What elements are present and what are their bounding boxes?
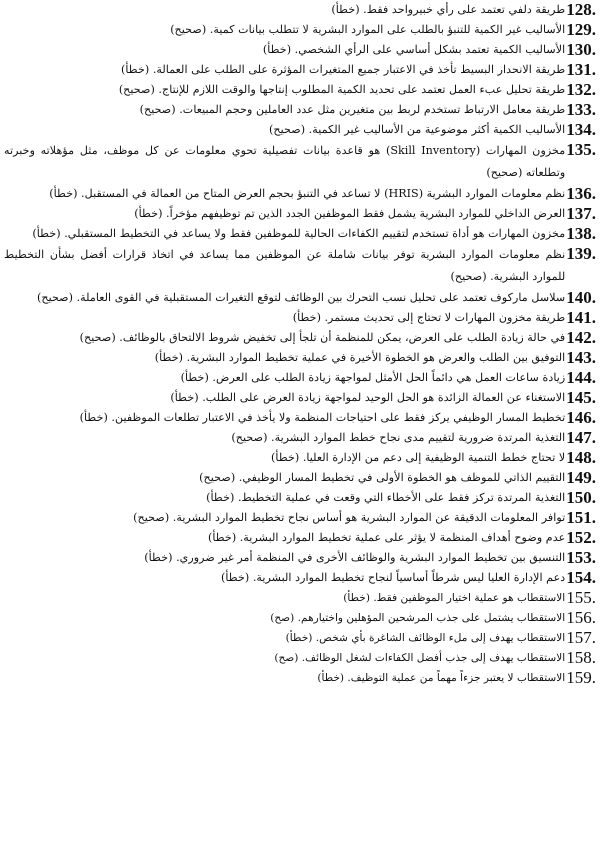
statement-text: في حالة زيادة الطلب على العرض، يمكن للمنظمة أن تلجأ إلى تخفيض شروط الالتحاق بالوظائف. (صحيح): [79, 331, 566, 344]
statement-item: [4, 468, 596, 488]
statement-number: 141.: [566, 308, 596, 327]
statement-text: العرض الداخلي للموارد البشرية يشمل فقط الموظفين الجدد الذين تم توظيفهم مؤخراً. (خطأ): [134, 207, 566, 220]
statement-number: 133.: [566, 100, 596, 119]
statement-text: نظم معلومات الموارد البشرية توفر بيانات شاملة عن الموظفين مما يساعد في اتخاذ قرارات أفضل بشأن التخطيط للموارد البشرية. (صحيح): [4, 248, 566, 283]
statement-number: 154.: [566, 568, 596, 587]
statement-item: [4, 528, 596, 548]
statement-text: الاستغناء عن العمالة الزائدة هو الحل الوحيد لمواجهة زيادة العرض على الطلب. (خطأ): [170, 391, 566, 404]
statement-text: الاستقطاب يهدف إلى جذب أفضل الكفاءات لشغل الوظائف. (صح): [274, 652, 566, 664]
statement-text: طريقة دلفي تعتمد على رأي خبيرواحد فقط. (خطأ): [331, 3, 566, 16]
statement-number: 131.: [566, 60, 596, 79]
statement-item: [4, 288, 596, 308]
statement-item: [4, 328, 596, 348]
statement-number: 148.: [566, 448, 596, 467]
statement-text: مخزون المهارات (Skill Inventory) هو قاعدة بيانات تفصيلية تحوي معلومات عن كل موظف، مثل مؤهلاته وخبرته وتطلعاته (صحيح): [4, 144, 566, 179]
statement-text: الاستقطاب يشتمل على جذب المرشحين المؤهلين واختيارهم. (صح): [270, 612, 566, 624]
statement-number: 142.: [566, 328, 596, 347]
statement-item: [4, 628, 596, 648]
statement-item: [4, 388, 596, 408]
statement-number: 150.: [566, 488, 596, 507]
statement-number: 143.: [566, 348, 596, 367]
statement-item: [4, 588, 596, 608]
statement-number: 137.: [566, 204, 596, 223]
statement-number: 146.: [566, 408, 596, 427]
statement-text: التوفيق بين الطلب والعرض هو الخطوة الأخيرة في عملية تخطيط الموارد البشرية. (خطأ): [154, 351, 566, 364]
statement-number: 157.: [566, 628, 596, 647]
statement-text: مخزون المهارات هو أداة تستخدم لتقييم الكفاءات الحالية للموظفين فقط ولا يساعد في التخطيط المستقبلي. (خطأ): [32, 227, 566, 240]
statement-number: 147.: [566, 428, 596, 447]
statement-item: [4, 100, 596, 120]
statement-text: سلاسل ماركوف تعتمد على تحليل نسب التحرك بين الوظائف لتوقع التغيرات المستقبلية في القوى العاملة. (صحيح): [36, 291, 566, 304]
statement-text: الاستقطاب هو عملية اختيار الموظفين فقط. (خطأ): [343, 592, 566, 604]
statement-item: [4, 40, 596, 60]
statement-number: 132.: [566, 80, 596, 99]
statement-item: [4, 204, 596, 224]
statement-text: عدم وضوح أهداف المنظمة لا يؤثر على عملية تخطيط الموارد البشرية. (خطأ): [207, 531, 566, 544]
statement-item: [4, 80, 596, 100]
statement-number: 138.: [566, 224, 596, 243]
statement-text: توافر المعلومات الدقيقة عن الموارد البشرية هو أساس نجاح تخطيط الموارد البشرية. (صحيح): [133, 511, 566, 524]
statement-item: [4, 368, 596, 388]
statement-item: [4, 120, 596, 140]
statement-text: طريقة تحليل عبء العمل تعتمد على تحديد الكمية المطلوب إنتاجها والوقت اللازم للإنتاج. (صحيح): [118, 83, 566, 96]
statement-text: طريقة معامل الارتباط تستخدم لربط بين متغيرين مثل عدد العاملين وحجم المبيعات. (صحيح): [139, 103, 566, 116]
statement-number: 152.: [566, 528, 596, 547]
statement-text: دعم الإدارة العليا ليس شرطاً أساسياً لنجاح تخطيط الموارد البشرية. (خطأ): [221, 571, 566, 584]
statement-text: لا تحتاج خطط التنمية الوظيفية إلى دعم من الإدارة العليا. (خطأ): [271, 451, 566, 464]
statement-number: 159.: [566, 668, 596, 687]
statement-number: 153.: [566, 548, 596, 567]
statement-number: 156.: [566, 608, 596, 627]
statement-item: [4, 648, 596, 668]
statement-number: 144.: [566, 368, 596, 387]
statement-item: [4, 488, 596, 508]
statement-number: 128.: [566, 0, 596, 19]
statement-number: 158.: [566, 648, 596, 667]
statement-text: الأساليب الكمية تعتمد بشكل أساسي على الرأي الشخصي. (خطأ): [262, 43, 566, 56]
statement-item: [4, 224, 596, 244]
statement-text: طريقة مخزون المهارات لا تحتاج إلى تحديث مستمر. (خطأ): [292, 311, 566, 324]
statement-text: التنسيق بين تخطيط الموارد البشرية والوظائف الأخرى في المنظمة أمر غير ضروري. (خطأ): [144, 551, 566, 564]
statement-text: الأساليب غير الكمية للتنبؤ بالطلب على الموارد البشرية لا تتطلب بيانات كمية. (صحيح): [170, 23, 566, 36]
statement-text: التقييم الذاتي للموظف هو الخطوة الأولى في تخطيط المسار الوظيفي. (صحيح): [199, 471, 566, 484]
statement-number: 140.: [566, 288, 596, 307]
statement-text: نظم معلومات الموارد البشرية (HRIS) لا تساعد في التنبؤ بحجم العرض المتاح من العمالة في المستقبل. (خطأ): [49, 187, 566, 200]
statement-text: طريقة الانحدار البسيط تأخذ في الاعتبار جميع المتغيرات المؤثرة على الطلب على العمالة. (خطأ): [121, 63, 566, 76]
statement-number: 155.: [566, 588, 596, 607]
statement-item: [4, 448, 596, 468]
statement-text: زيادة ساعات العمل هي دائماً الحل الأمثل لمواجهة زيادة الطلب على العرض. (خطأ): [180, 371, 566, 384]
statement-number: 135.: [566, 140, 596, 159]
statement-number: 134.: [566, 120, 596, 139]
statement-item: [4, 548, 596, 568]
statement-number: 130.: [566, 40, 596, 59]
statement-text: الأساليب الكمية أكثر موضوعية من الأساليب غير الكمية. (صحيح): [269, 123, 566, 136]
statement-text: الاستقطاب لا يعتبر جزءاً مهماً من عملية التوظيف. (خطأ): [317, 672, 566, 684]
statement-item: [4, 308, 596, 328]
statement-text: تخطيط المسار الوظيفي يركز فقط على احتياجات المنظمة ولا يأخذ في الاعتبار تطلعات الموظفين. (خطأ): [79, 411, 566, 424]
statement-item: [4, 568, 596, 588]
statement-text: التغذية المرتدة ضرورية لتقييم مدى نجاح خطط الموارد البشرية. (صحيح): [231, 431, 566, 444]
statement-item: [4, 0, 596, 20]
statement-item: [4, 668, 596, 688]
statement-number: 136.: [566, 184, 596, 203]
statement-item: [4, 140, 596, 184]
statement-text: التغذية المرتدة تركز فقط على الأخطاء التي وقعت في عملية التخطيط. (خطأ): [206, 491, 566, 504]
statement-item: [4, 244, 596, 288]
statement-item: [4, 608, 596, 628]
statement-number: 149.: [566, 468, 596, 487]
statement-item: [4, 20, 596, 40]
statement-number: 145.: [566, 388, 596, 407]
statement-text: الاستقطاب يهدف إلى ملء الوظائف الشاغرة بأي شخص. (خطأ): [285, 632, 566, 644]
statement-number: 139.: [566, 244, 596, 263]
statement-item: [4, 348, 596, 368]
statement-item: [4, 184, 596, 204]
statement-number: 129.: [566, 20, 596, 39]
statement-item: [4, 428, 596, 448]
statement-number: 151.: [566, 508, 596, 527]
statement-item: [4, 408, 596, 428]
statement-item: [4, 508, 596, 528]
statement-item: [4, 60, 596, 80]
